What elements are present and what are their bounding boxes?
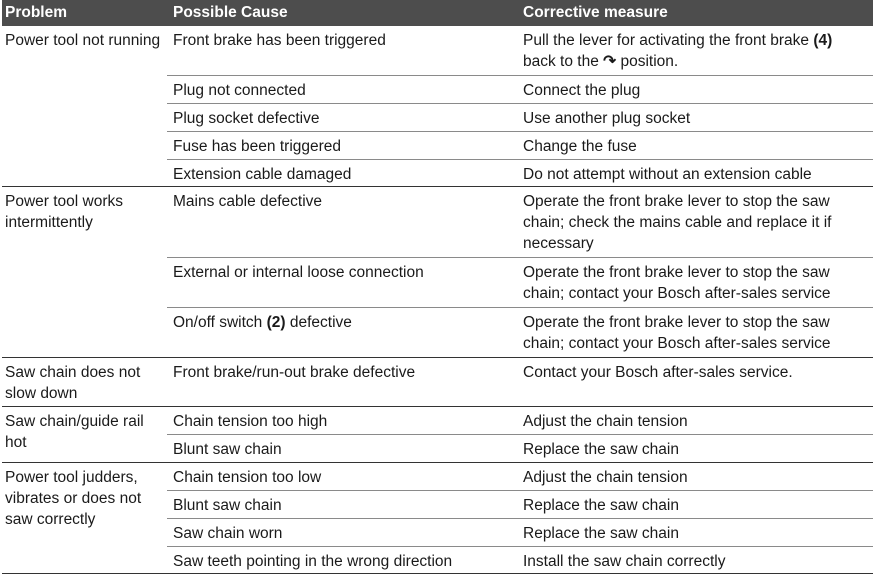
- problem-cell: Power tool works intermittently: [5, 193, 124, 231]
- table-row: [167, 26, 873, 76]
- measure-cell: Replace the saw chain: [523, 497, 679, 514]
- problem-group: [2, 407, 873, 463]
- cause-cell: Front brake has been triggered: [173, 32, 386, 49]
- table-row: [167, 435, 873, 462]
- problem-group: [2, 26, 873, 187]
- cause-cell: Chain tension too high: [173, 413, 328, 430]
- table-row: [167, 491, 873, 519]
- cause-cell: Blunt saw chain: [173, 497, 282, 514]
- header-problem: Problem: [5, 4, 68, 21]
- cause-cell: External or internal loose connection: [173, 264, 424, 281]
- cause-cell: Plug not connected: [173, 82, 306, 99]
- part-reference: (4): [813, 32, 833, 49]
- table-row: [167, 407, 873, 435]
- measure-cell: Adjust the chain tension: [523, 469, 688, 486]
- measure-cell: Operate the front brake lever to stop the saw chain; check the mains cable and replace it if necessary: [523, 193, 832, 252]
- table-row: [167, 519, 873, 547]
- measure-cell: Replace the saw chain: [523, 525, 679, 542]
- problem-cell: Power tool judders, vibrates or does not saw correctly: [5, 469, 142, 528]
- cause-cell: Blunt saw chain: [173, 441, 282, 458]
- cause-cell: Front brake/run-out brake defective: [173, 364, 416, 381]
- table-row: [167, 463, 873, 491]
- table-header: [2, 0, 873, 26]
- problem-cell: Power tool not running: [5, 32, 161, 49]
- measure-cell: Use another plug socket: [523, 110, 691, 127]
- measure-cell: Operate the front brake lever to stop the saw chain; contact your Bosch after-sales service: [523, 264, 831, 302]
- brake-position-icon: ↷: [603, 53, 617, 70]
- table-row: [167, 104, 873, 132]
- cause-cell: Fuse has been triggered: [173, 138, 342, 155]
- table-row: [167, 547, 873, 574]
- measure-cell: Contact your Bosch after-sales service.: [523, 364, 793, 381]
- measure-cell: Install the saw chain correctly: [523, 553, 726, 570]
- problem-group: [2, 187, 873, 358]
- header-measure: Corrective measure: [523, 4, 668, 21]
- measure-cell: Connect the plug: [523, 82, 641, 99]
- table-row: [167, 76, 873, 104]
- measure-cell: Change the fuse: [523, 138, 637, 155]
- troubleshooting-table: [2, 0, 873, 574]
- measure-cell: Do not attempt without an extension cable: [523, 166, 812, 183]
- header-cause: Possible Cause: [173, 4, 288, 21]
- measure-cell: Operate the front brake lever to stop the saw chain; contact your Bosch after-sales service: [523, 314, 831, 352]
- problem-cell: Saw chain/guide rail hot: [5, 413, 144, 451]
- measure-cell: Replace the saw chain: [523, 441, 679, 458]
- problem-group: [2, 358, 873, 407]
- table-row: [167, 132, 873, 160]
- table-row: [167, 258, 873, 308]
- table-row: [167, 187, 873, 258]
- measure-cell: Pull the lever for activating the front brake (4) back to the ↷ position.: [523, 32, 833, 70]
- cause-cell: Saw chain worn: [173, 525, 283, 542]
- measure-cell: Adjust the chain tension: [523, 413, 688, 430]
- table-row: [167, 308, 873, 357]
- cause-cell: Chain tension too low: [173, 469, 322, 486]
- cause-cell: Saw teeth pointing in the wrong direction: [173, 553, 453, 570]
- cause-cell: Plug socket defective: [173, 110, 320, 127]
- table-row: [167, 358, 873, 406]
- problem-cell: Saw chain does not slow down: [5, 364, 141, 402]
- problem-group: [2, 463, 873, 574]
- cause-cell: Mains cable defective: [173, 193, 323, 210]
- cause-cell: Extension cable damaged: [173, 166, 352, 183]
- cause-cell: On/off switch (2) defective: [173, 314, 352, 331]
- part-reference: (2): [266, 314, 286, 331]
- table-row: [167, 160, 873, 187]
